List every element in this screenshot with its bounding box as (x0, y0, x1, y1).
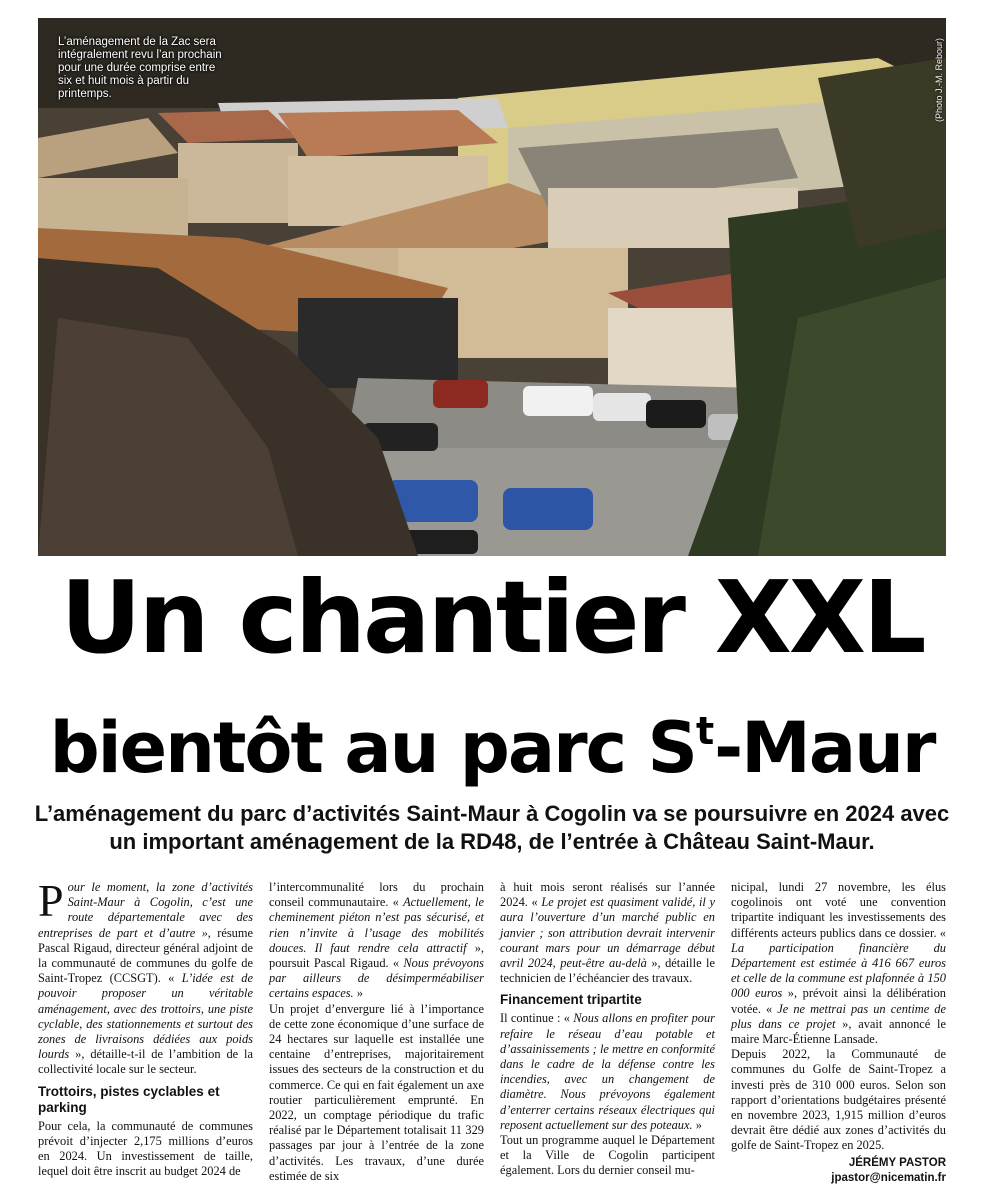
col2-text-a: l’intercommunalité lors du prochain conseil communautaire. « (269, 880, 484, 910)
headline-line2-main: bientôt au parc S (49, 707, 696, 789)
article-photo (38, 18, 946, 556)
article-column-4 (731, 880, 946, 1186)
col3-text-a: à huit mois seront réalisés sur l’année 2024. « (500, 880, 715, 910)
col2-paragraph-1 (269, 880, 484, 1002)
author-email[interactable]: jpastor@nicematin.fr (831, 1171, 946, 1184)
article-column-3 (500, 880, 715, 1179)
subhead-trottoirs: Trottoirs, pistes cyclables et parking (38, 1083, 220, 1115)
subhead-financement: Financement tripartite (500, 992, 642, 1008)
col3-quote-2: Nous allons en profiter pour refaire le réseau d’eau potable et d’assainissements ; le mettre en conformité dans le cadre de la défense contre les incendies, avec un changement de diamètre. Nous prévoyons également d’enterrer certains réseaux électriques qui reposent actuellement sur des poteaux. (500, 1011, 715, 1132)
dropcap: P (38, 875, 64, 926)
col4-paragraph-2: Depuis 2022, la Communauté de communes du Golfe de Saint-Tropez a investi près de 310 000 euros. Selon son rapport d’orientations budgétaires présenté en novembre 2023, 1,915 million d’euros devrait être dédié aux zones d’activités du golfe de Saint-Tropez en 2025. (731, 1047, 946, 1153)
col3-text-c: Il continue : « (500, 1011, 574, 1026)
photo-caption: L’aménagement de la Zac sera intégralement revu l’an prochain pour une durée comprise entre six et huit mois à partir du printemps. (58, 36, 222, 100)
col2-paragraph-2: Un projet d’envergure lié à l’importance de cette zone économique d’une surface de 24 hectares sur laquelle est installée une centaine d’entreprises, majoritairement issues des secteurs de la construction et du commerce. Ce qui en fait également un axe routier particulièrement emprunté. En 2022, un comptage périodique du trafic réalisé par le Département totalisait 11 329 passages par jour à l’entrée de la zone d’activités. Les travaux, d’une durée estimée de six (269, 1001, 484, 1183)
col2-text-c: » (353, 986, 363, 1001)
headline-line2-end: -Maur (714, 707, 935, 789)
intro-paragraph (38, 875, 253, 1078)
col3-paragraph-1 (500, 880, 715, 986)
intro-quote: our le moment, la zone d’activités Saint-Maur à Cogolin, c’est une route départementale avec des entreprises de part et d’autre » (38, 880, 253, 940)
article-column-2 (269, 880, 484, 1184)
col3-quote-1: Le projet est quasiment validé, il y aura l’ouverture d’un marché public en janvier ; son attribution devrait intervenir courant mars pour un démarrage début avril 2024, peut-être au-delà (500, 895, 715, 971)
headline-line2-sup: t (695, 709, 715, 753)
col4-quote-2: Je ne mettrai pas un centime de plus dans ce projet (731, 1001, 946, 1031)
paragraph-2: Pour cela, la communauté de communes prévoit d’injecter 2,175 millions d’euros en 2024. Un investissement de taille, lequel doit être inscrit au budget 2024 de (38, 1118, 253, 1179)
article-column-1 (38, 875, 253, 1179)
photo-credit: (Photo J.-M. Rebour) (934, 38, 944, 123)
col4-paragraph-1 (731, 880, 946, 1047)
headline-line1: Un chantier XXL (60, 559, 924, 676)
col2-quote-2: Nous prévoyons par ailleurs de désimperméabiliser certains espaces. (269, 956, 485, 1001)
col3-paragraph-3: Tout un programme auquel le Département et la Ville de Cogolin participent également. Lors du dernier conseil mu- (500, 1133, 715, 1178)
col2-quote-1: Actuellement, le cheminement piéton n’est pas sécurisé, et rien n’invite à l’usage des mobilités douces. Il faut rendre cela attractif (269, 895, 484, 955)
col3-paragraph-2 (500, 1011, 715, 1133)
col4-text-a: nicipal, lundi 27 novembre, les élus cogolinois ont voté une convention tripartite indiquant les investissements des différents acteurs publics dans ce dossier. « (731, 880, 946, 940)
col4-text-b: », prévoit ainsi la délibération votée. « (731, 986, 946, 1016)
intro-text: , résume Pascal Rigaud, directeur général adjoint de la communauté de communes du golfe de Saint-Tropez (CCSGT). « (38, 925, 253, 986)
col3-text-b: », détaille le technicien de l’échéancier des travaux. (500, 956, 715, 986)
col2-text-b: », poursuit Pascal Rigaud. « (269, 940, 484, 971)
col3-text-d: » (692, 1117, 702, 1132)
quote-1-tail: », détaille-t-il de l’ambition de la collectivité locale sur le secteur. (38, 1047, 253, 1077)
col4-text-c: », avait annoncé le maire Marc-Étienne Lansade. (731, 1016, 946, 1047)
standfirst: L’aménagement du parc d’activités Saint-Maur à Cogolin va se poursuivre en 2024 avec un important aménagement de la RD48, de l’entrée à Château Saint-Maur. (34, 801, 950, 854)
col4-quote-1: La participation financière du Département est estimée à 416 667 euros et celle de la commune est plafonnée à 150 000 euros (731, 940, 946, 1001)
quote-1: L’idée est de pouvoir proposer un véritable aménagement, avec des trottoirs, une piste cyclable, des stationnements et surtout des zones de livraisons dédiées aux poids lourds (38, 971, 253, 1062)
headline-line2 (0, 690, 984, 789)
author-name: JÉRÉMY PASTOR (848, 1156, 946, 1169)
